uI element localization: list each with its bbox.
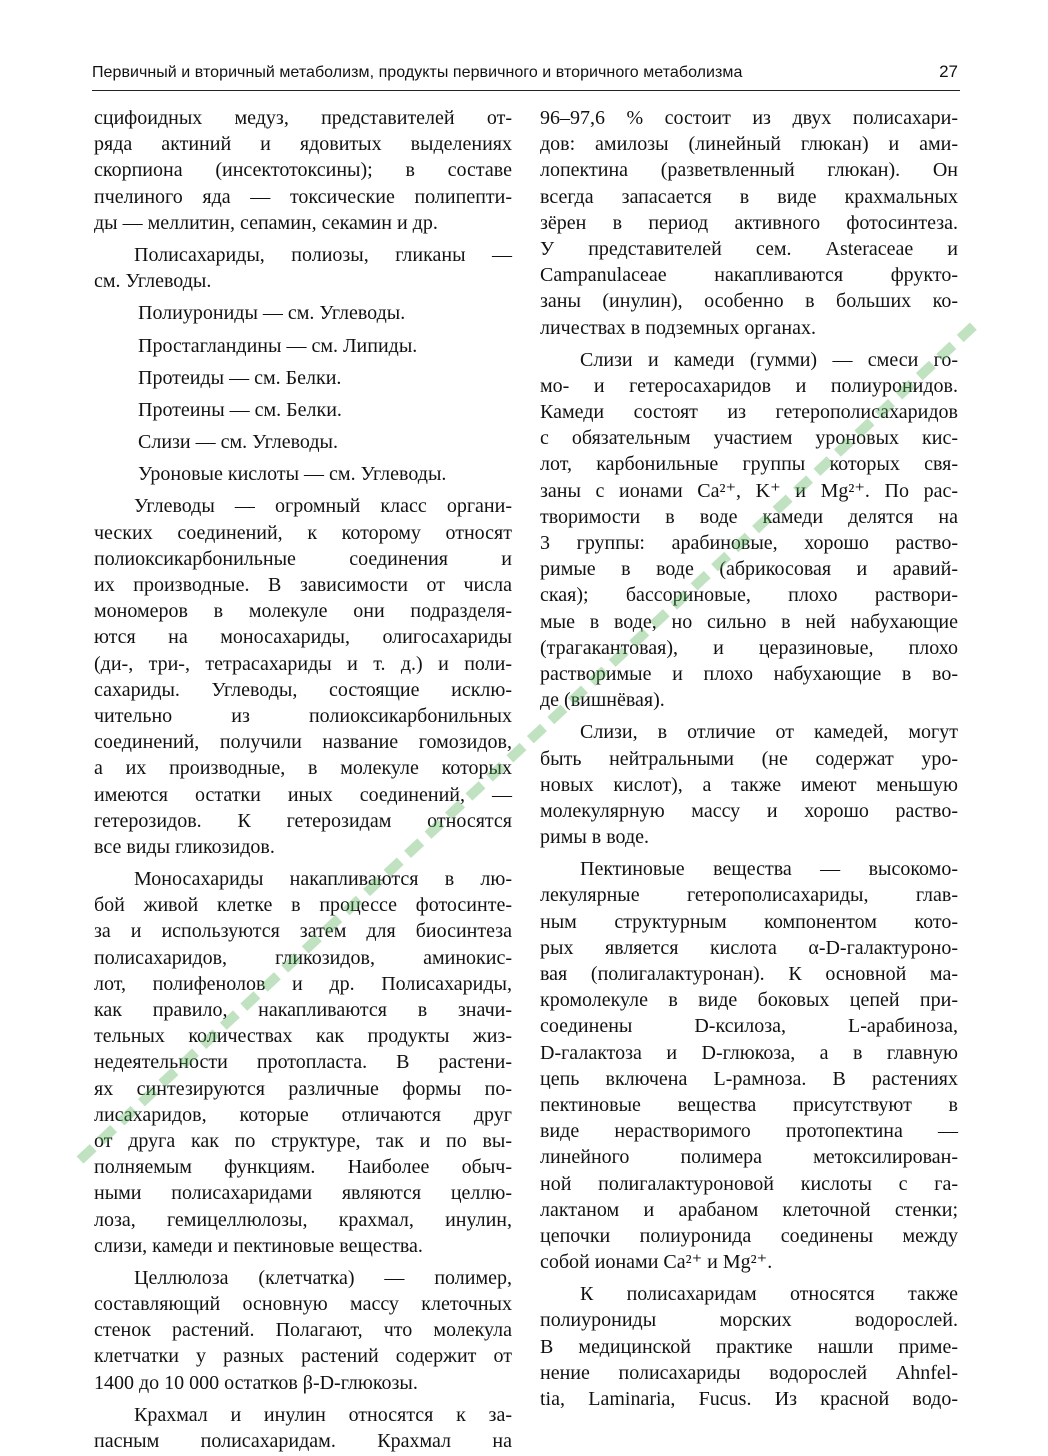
text-line: лисахаридов, которые отличаются друг: [94, 1103, 512, 1126]
text-line: соединены D-ксилоза, L-арабиноза,: [540, 1015, 958, 1038]
text-line: все виды гликозидов.: [94, 835, 275, 858]
text-line: Слизи, в отличие от камедей, могут: [580, 721, 958, 744]
text-line: а их производные, в молекуле которых: [94, 757, 512, 780]
text-line: лактаном и арабаном клеточной стенки;: [540, 1198, 958, 1221]
text-line: лот, полифенолов и др. Полисахариды,: [94, 972, 512, 995]
text-line: личествах в подземных органах.: [540, 316, 817, 339]
text-line: ях синтезируются различные формы по-: [94, 1077, 512, 1100]
text-line: полиоксикарбонильные соединения и: [94, 547, 512, 570]
text-line: см. Углеводы.: [94, 270, 212, 293]
text-line: соединений, получили название гомозидов,: [94, 731, 512, 754]
text-line: (трагакантовая), и церазиновые, плохо: [540, 636, 958, 659]
text-line: ческих соединений, к которому относят: [94, 521, 512, 544]
text-line: скорпиона (инсектотоксины); в составе: [94, 159, 512, 182]
page-number: 27: [939, 62, 958, 81]
text-line: пасным полисахаридам. Крахмал на: [94, 1430, 512, 1452]
text-line: Моносахариды накапливаются в лю-: [134, 868, 512, 891]
text-line: ды — меллитин, сепамин, секамин и др.: [94, 211, 438, 234]
text-line: ская); бассориновые, плохо раствори-: [540, 584, 958, 607]
text-line: бой живой клетке в процессе фотосинте-: [94, 894, 512, 917]
text-line: заны с ионами Ca²⁺, K⁺ и Mg²⁺. По рас-: [540, 479, 958, 502]
text-line: лопектина (разветвленный глюкан). Он: [540, 159, 958, 182]
text-line: имеются остатки иных соединений, —: [94, 783, 512, 806]
text-line: стенок растений. Полагают, что молекула: [94, 1319, 512, 1342]
text-line: 3 группы: арабиновые, хорошо раство-: [540, 532, 958, 554]
text-line: римые в воде (абрикосовая и аравий-: [540, 558, 958, 581]
text-line: Слизи — см. Углеводы.: [138, 431, 338, 454]
text-line: мо- и гетеросахаридов и полиуронидов.: [540, 374, 958, 397]
text-line: пектиновые вещества присутствуют в: [540, 1093, 958, 1116]
text-line: растворимые и плохо набухающие в во-: [540, 662, 958, 685]
text-line: мые в воде, но сильно в ней набухающие: [540, 610, 958, 633]
text-line: сцифоидных медуз, представителей от-: [94, 107, 512, 129]
text-line: полисахаридов, гликозидов, аминокис-: [94, 946, 512, 969]
right-column: [540, 105, 958, 1412]
text-line: за и используются затем для биосинтеза: [94, 920, 512, 943]
text-line: D-галактоза и D-глюкоза, а в главную: [540, 1041, 958, 1064]
running-title: Первичный и вторичный метаболизм, продукты первичного и вторичного метаболизма: [92, 64, 743, 81]
text-line: новых кислот), а также имеют меньшую: [540, 773, 958, 796]
text-line: вая (полигалактуронан). К основной ма-: [540, 963, 958, 985]
page-header: [92, 60, 960, 91]
text-line: Целлюлоза (клетчатка) — полимер,: [134, 1266, 512, 1289]
text-line: сахариды. Углеводы, состоящие исклю-: [94, 678, 512, 701]
text-line: как правило, накапливаются в значи-: [94, 999, 512, 1021]
text-line: лекулярные гетерополисахариды, глав-: [540, 884, 958, 907]
text-line: недеятельности протопласта. В растени-: [94, 1051, 512, 1074]
text-line: кромолекуле в виде боковых цепей при-: [540, 989, 958, 1012]
text-line: де (вишнёвая).: [540, 689, 665, 712]
text-line: У представителей сем. Asteraceae и: [540, 237, 958, 260]
text-line: ной полигалактуроновой кислоты с га-: [540, 1172, 958, 1195]
left-column: [94, 105, 512, 1454]
text-line: Полиурониды — см. Углеводы.: [138, 302, 406, 325]
text-line: с обязательным участием уроновых кис-: [540, 427, 958, 450]
text-line: цепочки полиуронида соединены между: [540, 1224, 958, 1247]
text-line: В медицинской практике нашли приме-: [540, 1335, 958, 1358]
text-line: ными полисахаридами являются целлю-: [94, 1182, 512, 1205]
text-line: лот, карбонильные группы которых свя-: [540, 453, 958, 476]
text-line: пчелиного яда — токсические полипепти-: [94, 185, 512, 208]
text-line: полняемым функциям. Наиболее обыч-: [94, 1156, 512, 1179]
text-line: чительно из полиоксикарбонильных: [94, 704, 512, 727]
text-line: их производные. В зависимости от числа: [94, 574, 512, 596]
text-line: молекулярную массу и хорошо раство-: [540, 799, 958, 822]
text-line: Простагландины — см. Липиды.: [138, 334, 418, 357]
text-line: заны (инулин), особенно в больших ко-: [540, 290, 958, 313]
text-line: составляющий основную массу клеточных: [94, 1293, 512, 1316]
text-line: (ди-, три-, тетрасахариды и т. д.) и поли-: [94, 652, 512, 675]
text-line: слизи, камеди и пектиновые вещества.: [94, 1234, 423, 1257]
text-line: собой ионами Ca²⁺ и Mg²⁺.: [540, 1251, 773, 1274]
text-line: Уроновые кислоты — см. Углеводы.: [138, 463, 447, 486]
text-line: 96–97,6 % состоит из двух полисахари-: [540, 107, 958, 129]
text-line: Campanulaceae накапливаются фрукто-: [540, 264, 958, 287]
text-line: цепь включена L-рамноза. В растениях: [540, 1067, 958, 1090]
text-line: Полисахариды, полиозы, гликаны —: [134, 243, 512, 266]
text-line: творимости в воде камеди делятся на: [540, 505, 958, 528]
text-line: Протеины — см. Белки.: [138, 398, 342, 421]
text-line: Крахмал и инулин относятся к за-: [134, 1403, 512, 1426]
text-line: Пектиновые вещества — высокомо-: [580, 858, 958, 881]
text-line: рых является кислота α-D-галактуроно-: [540, 936, 958, 959]
text-line: ным структурным компонентом кото-: [540, 910, 958, 933]
text-line: от друга как по структуре, так и по вы-: [94, 1129, 512, 1152]
text-line: Камеди состоят из гетерополисахаридов: [540, 401, 958, 424]
text-line: дов: амилозы (линейный глюкан) и ами-: [540, 133, 958, 156]
text-line: мономеров в молекуле они подразделя-: [94, 600, 512, 623]
text-line: зёрен в период активного фотосинтеза.: [540, 211, 958, 234]
text-line: ются на моносахариды, олигосахариды: [94, 626, 512, 649]
text-line: Углеводы — огромный класс органи-: [134, 495, 512, 518]
text-line: тельных количествах как продукты жиз-: [94, 1025, 512, 1048]
text-line: ряда актиний и ядовитых выделениях: [94, 133, 512, 156]
text-line: 1400 до 10 000 остатков β-D-глюкозы.: [94, 1371, 418, 1394]
text-line: быть нейтральными (не содержат уро-: [540, 747, 958, 770]
text-line: римы в воде.: [540, 826, 650, 849]
text-line: К полисахаридам относятся также: [580, 1283, 958, 1306]
text-line: лоза, гемицеллюлозы, крахмал, инулин,: [94, 1208, 512, 1231]
text-line: полиурониды морских водорослей.: [540, 1309, 958, 1332]
text-line: Слизи и камеди (гумми) — смеси го-: [580, 348, 958, 371]
text-line: tia, Laminaria, Fucus. Из красной водо-: [540, 1388, 958, 1410]
text-line: Протеиды — см. Белки.: [138, 366, 342, 389]
text-line: нение полисахариды водорослей Ahnfel-: [540, 1361, 958, 1384]
text-line: всегда запасается в виде крахмальных: [540, 185, 958, 208]
text-line: линейного полимера метоксилирован-: [540, 1146, 958, 1169]
text-line: виде нерастворимого протопектина —: [540, 1120, 958, 1143]
text-line: клетчатки у разных растений содержит от: [94, 1345, 512, 1368]
text-line: гетерозидов. К гетерозидам относятся: [94, 809, 512, 832]
